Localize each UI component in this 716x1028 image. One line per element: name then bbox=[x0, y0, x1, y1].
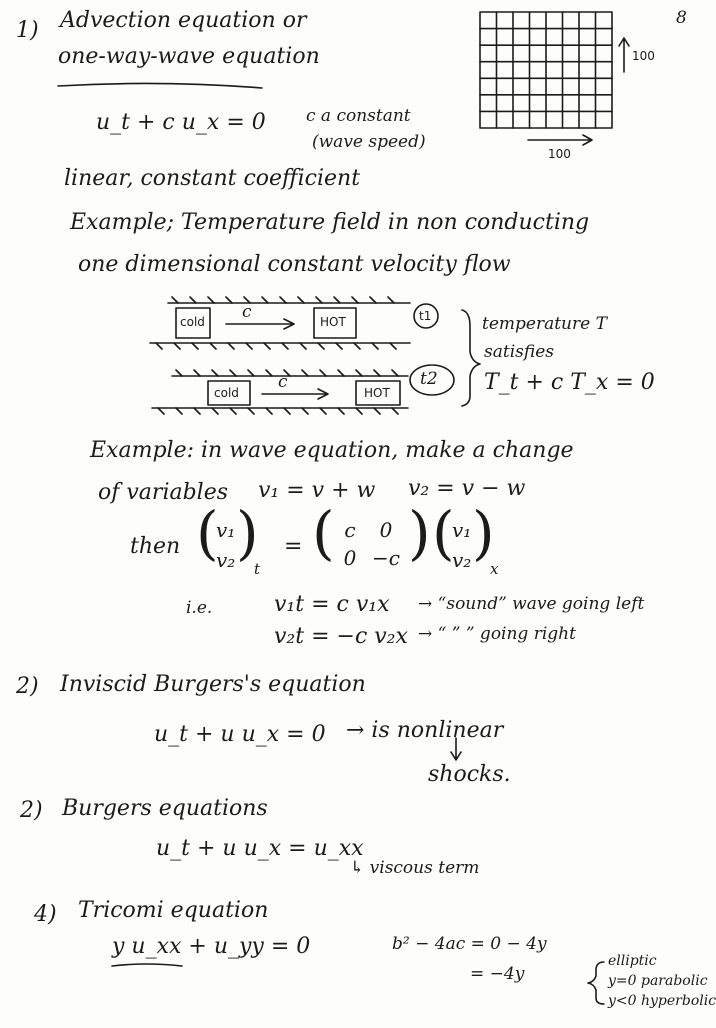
pipe-2 bbox=[152, 365, 454, 414]
section-2-title: Inviscid Burgers's equation bbox=[60, 672, 366, 697]
time-2-label: t2 bbox=[420, 369, 438, 389]
cold-label-2: cold bbox=[214, 386, 239, 400]
grid-sketch bbox=[480, 12, 629, 145]
vector-rhs-bottom: v₂ bbox=[452, 548, 472, 572]
section-4-title: Tricomi equation bbox=[78, 898, 269, 923]
substitution-2: v₂ = v − w bbox=[408, 476, 526, 501]
then-word: then bbox=[130, 534, 181, 559]
example-line1: Example; Temperature field in non conducting bbox=[70, 210, 590, 235]
hot-label-1: HOT bbox=[320, 315, 346, 329]
case-elliptic: elliptic bbox=[608, 953, 657, 969]
hot-label-2: HOT bbox=[364, 386, 390, 400]
title-underline bbox=[58, 83, 262, 88]
grid-height-label: 100 bbox=[632, 49, 655, 63]
substitution-1: v₁ = v + w bbox=[258, 478, 376, 503]
example-line2: one dimensional constant velocity flow bbox=[78, 252, 511, 277]
constant-note-line2: (wave speed) bbox=[312, 132, 426, 152]
equals-sign: = bbox=[284, 534, 303, 559]
velocity-label-2: c bbox=[278, 372, 288, 392]
section-1-number: 1) bbox=[16, 18, 39, 43]
paren-open: ( bbox=[196, 499, 219, 567]
char-eq-2-note: → “ ” ” going right bbox=[418, 624, 576, 644]
vector-rhs: ( v₁ v₂ ) x bbox=[432, 499, 499, 578]
case-hyperbolic: y<0 hyperbolic bbox=[608, 993, 716, 1009]
matrix-entry: −c bbox=[372, 546, 400, 570]
vector-sub-x: x bbox=[490, 560, 499, 578]
coefficient-matrix: ( c 0 0 −c ) bbox=[312, 499, 431, 570]
viscous-note: ↳ viscous term bbox=[350, 858, 480, 878]
page-number: 8 bbox=[676, 8, 687, 28]
temperature-explain-line1: temperature T bbox=[482, 314, 607, 334]
section-2-number: 2) bbox=[16, 674, 39, 699]
nonlinear-note: → is nonlinear bbox=[346, 718, 504, 743]
vector-top: v₁ bbox=[216, 518, 236, 542]
tricomi-equation: y u_xx + u_yy = 0 bbox=[112, 934, 311, 959]
char-eq-1: v₁t = c v₁x bbox=[274, 592, 390, 617]
section-4-number: 4) bbox=[34, 902, 57, 927]
vector-sub-t: t bbox=[254, 560, 261, 578]
vector-rhs-top: v₁ bbox=[452, 518, 472, 542]
shocks-word: shocks. bbox=[428, 762, 511, 787]
matrix-entry: c bbox=[344, 518, 356, 542]
discriminant-line2: = −4y bbox=[470, 964, 525, 984]
burgers-equation: u_t + u u_x = u_xx bbox=[156, 836, 364, 861]
discriminant-line1: b² − 4ac = 0 − 4y bbox=[392, 934, 547, 954]
char-eq-2: v₂t = −c v₂x bbox=[274, 624, 408, 649]
brace bbox=[462, 310, 480, 406]
vector-lhs bbox=[196, 499, 261, 582]
paren-close: ) bbox=[236, 499, 259, 567]
advection-equation: u_t + c u_x = 0 bbox=[96, 110, 266, 135]
section-3-number: 2) bbox=[20, 798, 43, 823]
section-1-title-line1: Advection equation or bbox=[60, 8, 307, 33]
cases-brace bbox=[588, 962, 604, 1004]
vector-bottom: v₂ bbox=[216, 548, 236, 572]
example2-line2: of variables bbox=[98, 480, 229, 505]
section-3-title: Burgers equations bbox=[62, 796, 268, 821]
case-parabolic: y=0 parabolic bbox=[608, 973, 708, 989]
example2-line1: Example: in wave equation, make a change bbox=[90, 438, 574, 463]
inviscid-burgers-equation: u_t + u u_x = 0 bbox=[154, 722, 326, 747]
matrix-entry: 0 bbox=[343, 546, 357, 570]
tricomi-underline bbox=[112, 964, 182, 966]
section-1-title-line2: one-way-wave equation bbox=[58, 44, 320, 69]
grid-width-label: 100 bbox=[548, 147, 571, 161]
linear-descriptor: linear, constant coefficient bbox=[64, 166, 361, 191]
ie-word: i.e. bbox=[186, 598, 213, 618]
temperature-equation: T_t + c T_x = 0 bbox=[484, 370, 655, 395]
constant-note-line1: c a constant bbox=[306, 106, 411, 126]
matrix-entry: 0 bbox=[379, 518, 393, 542]
time-1-label: t1 bbox=[419, 309, 432, 323]
cold-label-1: cold bbox=[180, 315, 205, 329]
char-eq-1-note: → “sound” wave going left bbox=[418, 594, 645, 614]
temperature-explain-line2: satisfies bbox=[484, 342, 554, 362]
velocity-label-1: c bbox=[242, 302, 252, 322]
